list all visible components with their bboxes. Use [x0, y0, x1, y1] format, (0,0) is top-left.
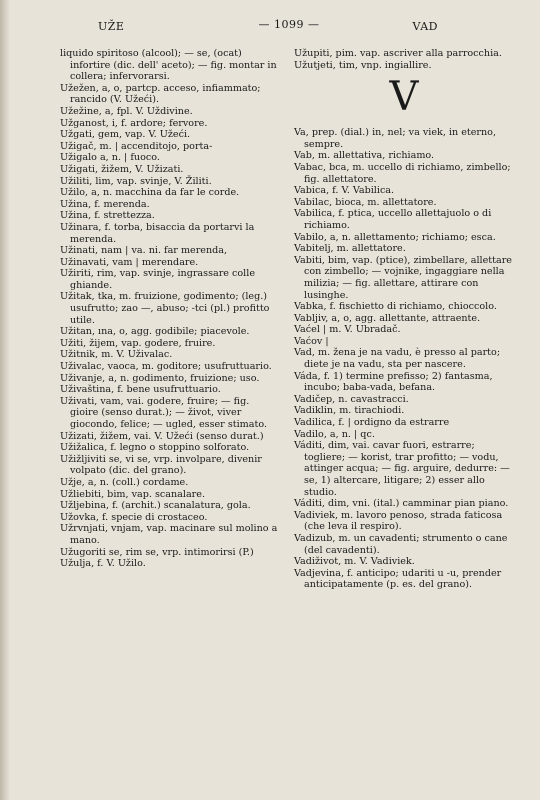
dictionary-entry: Užizati, žižem, vai. V. Užeći (senso durat.)	[60, 430, 264, 442]
dictionary-entry: Vabac, bca, m. uccello di richiamo, zimbello; fig. allettatore.	[294, 161, 511, 185]
dictionary-entry: Užinati, nam | va. ni. far merenda,	[60, 245, 228, 257]
dictionary-entry: Užiriti, rim, vap. svinje, ingrassare colle ghiande.	[60, 268, 255, 291]
dictionary-entry: liquido spiritoso (alcool); — se, (ocat) infortire (dic. dell' aceto); — fig. montar in collera; infervorarsi.	[60, 48, 277, 83]
dictionary-entry: Vabiti, bim, vap. (ptice), zimbellare, allettare con zimbello; — vojnike, ingaggiare nella milizia; — fig. allettare, attirare con lusinghe.	[294, 254, 512, 301]
dictionary-entry: Užiliti, lim, vap. svinje, V. Žiliti.	[60, 175, 212, 187]
right-column-bottom	[294, 127, 514, 591]
dictionary-entry: Užugoriti se, rim se, vrp. intimorirsi (P.)	[60, 546, 254, 558]
dictionary-entry: Va, prep. (dial.) in, nel; va viek, in eterno, sempre.	[294, 127, 497, 150]
dictionary-entry: Užilo, a, n. macchina da far le corde.	[60, 187, 240, 199]
dictionary-entry: Vadilo, a, n. | qc.	[294, 428, 375, 440]
dictionary-entry: Užrvnjati, vnjam, vap. macinare sul molino a mano.	[60, 523, 278, 546]
dictionary-entry: Užutjeti, tim, vnp. ingiallire.	[294, 59, 432, 71]
dictionary-entry: Vadizub, m. un cavadenti; strumento o cane (del cavadenti).	[294, 532, 508, 556]
dictionary-entry: Váda, f. 1) termine prefisso; 2) fantasma, incubo; baba-vada, befana.	[294, 370, 493, 394]
dictionary-entry: Užulja, f. V. Užilo.	[60, 558, 146, 570]
dictionary-entry: Vabilo, a, n. allettamento; richiamo; esca.	[294, 231, 496, 243]
page-header	[60, 18, 518, 40]
dictionary-entry: Vabilica, f. ptica, uccello allettajuolo o di richiamo.	[294, 208, 492, 231]
dictionary-entry: Užižljiviti se, vi se, vrp. involpare, divenir volpato (dic. del grano).	[60, 453, 262, 477]
dictionary-entry: Užigač, m. | accenditojo, porta-	[60, 140, 213, 152]
dictionary-entry: Užliebiti, bim, vap. scanalare.	[60, 488, 205, 500]
dictionary-entry: Užupiti, pim. vap. ascriver alla parrocchia.	[294, 48, 502, 59]
dictionary-entry: Vadiviek, m. lavoro penoso, strada faticosa (che leva il respiro).	[294, 509, 503, 533]
dictionary-entry: Užigati, žižem, V. Užizati.	[60, 163, 184, 175]
dictionary-entry: Užitan, ına, o, agg. godibile; piacevole.	[60, 326, 250, 338]
dictionary-entry: Užinavati, vam | merendare.	[60, 256, 199, 268]
dictionary-entry: Užje, a, n. (coll.) cordame.	[60, 476, 189, 488]
page-number: — 1099 —	[258, 18, 320, 31]
dictionary-entry: Užganost, i, f. ardore; fervore.	[60, 117, 208, 129]
dictionary-entry: Vad, m. žena je na vadu, è presso al parto; diete je na vadu, sta per nascere.	[294, 347, 501, 371]
dictionary-entry: Váditi, dim, vai. cavar fuori, estrarre; togliere; — korist, trar profitto; — vodu, attinger acqua; — fig. arguire, dedurre: — se, 1) altercare, litigare; 2) esser allo studio.	[294, 440, 510, 498]
dictionary-entry: Užižalica, f. legno o stoppino solforato.	[60, 442, 250, 454]
dictionary-entry: Užežine, a, fpl. V. Uždivine.	[60, 105, 193, 117]
dictionary-entry: Užinara, f. torba, bisaccia da portarvi la merenda.	[60, 221, 255, 245]
left-column	[60, 48, 280, 591]
dictionary-entry: Vadjevina, f. anticipo; udariti u -u, prender anticipatamente (p. es. del grano).	[294, 567, 502, 591]
dictionary-entry: Vabljiv, a, o, agg. allettante, attraente.	[294, 312, 481, 324]
section-letter: V	[389, 74, 419, 121]
dictionary-entry: Užiti, žijem, vap. godere, fruire.	[60, 337, 216, 349]
dictionary-entry: Užitnik, m. V. Uživalac.	[60, 349, 173, 361]
dictionary-entry: Užina, f. merenda.	[60, 198, 150, 210]
dictionary-entry: Vadiklin, m. tirachiodi.	[294, 405, 405, 417]
dictionary-entry: Vadiživot, m. V. Vadiviek.	[294, 556, 415, 568]
dictionary-entry: Užina, f. strettezza.	[60, 210, 155, 222]
dictionary-entry: Uživalac, vaoca, m. goditore; usufruttuario.	[60, 361, 272, 373]
dictionary-entry: Užigalo a, n. | fuoco.	[60, 152, 160, 164]
dictionary-entry: Vabilac, bioca, m. allettatore.	[294, 196, 437, 208]
dictionary-entry: Vadilica, f. | ordigno da estrarre	[294, 417, 450, 429]
dictionary-entry: Vabitelj, m. allettatore.	[294, 243, 406, 255]
dictionary-entry: Uživanje, a, n. godimento, fruizione; uso.	[60, 372, 260, 384]
dictionary-entry: Vabka, f. fischietto di richiamo, chioccolo.	[294, 301, 497, 313]
dictionary-entry: Váditi, dim, vni. (ital.) camminar pian piano.	[294, 498, 509, 510]
right-column-top	[294, 48, 514, 71]
dictionary-entry: Vadičep, n. cavastracci.	[294, 393, 409, 405]
dictionary-entry: Užežen, a, o, partcp. acceso, infiammato; rancido (V. Užeći).	[60, 82, 261, 106]
dictionary-entry: Užgati, gem, vap. V. Užeći.	[60, 129, 191, 141]
dictionary-entry: Vabica, f. V. Vabilica.	[294, 185, 395, 197]
dictionary-entry: Uživati, vam, vai. godere, fruire; — fig. gioire (senso durat.); — život, viver giocondo, felice; — ugled, esser stimato.	[60, 395, 267, 430]
dictionary-entry: Užitak, tka, m. fruizione, godimento; (leg.) usufrutto; zao —, abuso; -tci (pl.) profitto utile.	[60, 291, 270, 326]
header-right-guideword: VAD	[412, 20, 438, 33]
dictionary-entry: Uživaština, f. bene usufruttuario.	[60, 384, 221, 396]
columns	[60, 48, 518, 591]
dictionary-entry: Užljebina, f. (archit.) scanalatura, gola.	[60, 500, 251, 512]
dictionary-entry: Užovka, f. specie di crostaceo.	[60, 511, 208, 523]
dictionary-entry: Vab, m. allettativa, richiamo.	[294, 150, 435, 162]
dictionary-entry: Vaćov |	[294, 335, 329, 347]
right-column	[294, 48, 514, 591]
header-left-guideword: UŽE	[98, 20, 125, 33]
dictionary-entry: Vaćel | m. V. Ubradač.	[294, 324, 401, 336]
